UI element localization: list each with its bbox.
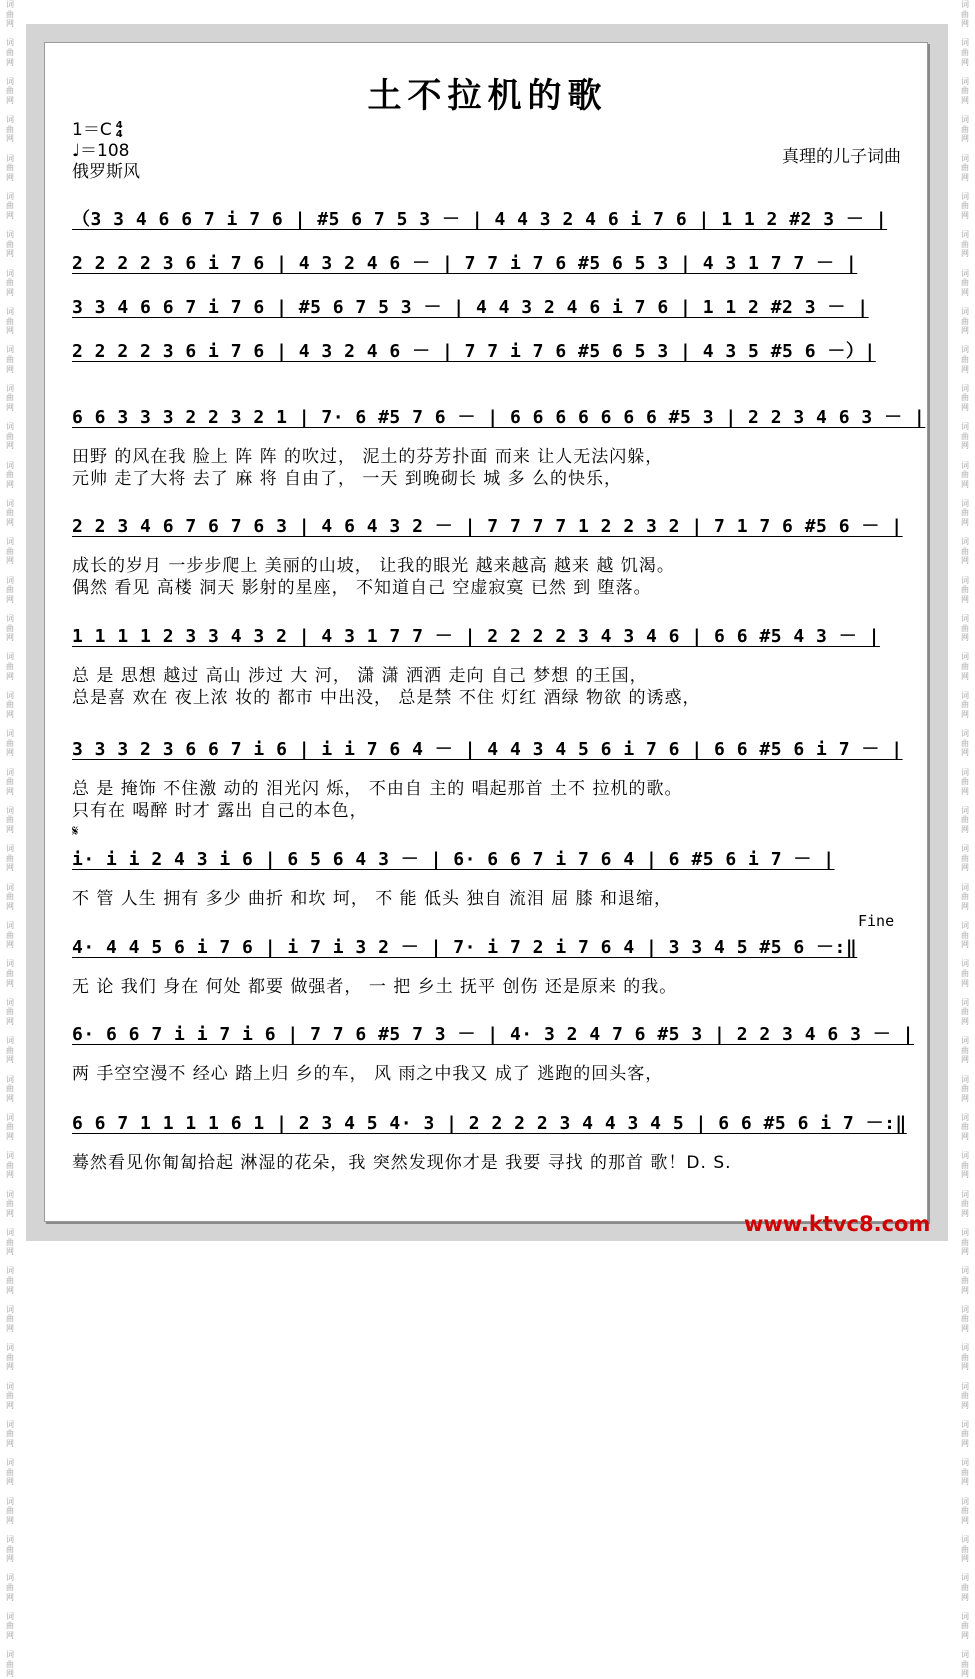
lyric-line: 总 是 思想 越过 高山 涉过 大 河， 潇 潇 洒洒 走向 自己 梦想 的王国， (72, 666, 648, 686)
style-marking: 俄罗斯风 (72, 162, 140, 182)
notation-line: 6· 6 6 7 i i 7 i 6 | 7 7 6 #5 7 3 － | 4· 3 2 4 7 6 #5 3 | 2 2 3 4 6 3 － | (72, 1024, 914, 1045)
lyric-line: 蓦然看见你匍匐拾起 淋湿的花朵，我 突然发现你才是 我要 寻找 的那首 歌！D. S. (72, 1153, 732, 1173)
song-title: 土不拉机的歌 (367, 76, 608, 116)
lyric-line: 不 管 人生 拥有 多少 曲折 和坎 坷， 不 能 低头 独自 流泪 屈 膝 和退缩， (72, 889, 673, 909)
fine-marking: Fine (858, 912, 895, 930)
lyric-line: 两 手空空漫不 经心 踏上归 乡的车， 风 雨之中我又 成了 逃跑的回头客， (72, 1064, 664, 1084)
lyric-line: 无 论 我们 身在 何处 都要 做强者， 一 把 乡土 抚平 创伤 还是原来 的我。 (72, 977, 678, 997)
notation-line: 2 2 3 4 6 7 6 7 6 3 | 4 6 4 3 2 － | 7 7 7 7 1 2 2 3 2 | 7 1 7 6 #5 6 － | (72, 516, 903, 537)
notation-line: i· i i 2 4 3 i 6 | 6 5 6 4 3 － | 6· 6 6 7 i 7 6 4 | 6 #5 6 i 7 － | (72, 849, 835, 870)
lyric-line: 总是喜 欢在 夜上浓 妆的 都市 中出没， 总是禁 不住 灯红 酒绿 物欲 的诱惑， (72, 688, 701, 708)
lyric-line: 只有在 喝醉 时才 露出 自己的本色， (72, 801, 368, 821)
notation-line: （3 3 4 6 6 7 i 7 6 | #5 6 7 5 3 － | 4 4 3 2 4 6 i 7 6 | 1 1 2 #2 3 － | (72, 209, 888, 230)
right-watermark-strip: 词 曲 网 词 曲 网 词 曲 网 词 曲 网 词 曲 网 词 曲 网 词 曲 网 词 曲 网 词 曲 网 词 曲 网 词 曲 网 词 曲 网 词 曲 网 词 曲 网 词 曲 网 词 曲 网 词 曲 网 词 曲 网 词 曲 网 词 曲 网 词 曲 网 词 曲 网 词 曲 网 词 曲 网 词 曲 网 词 曲 网 词 曲 网 词 曲 网 词 曲 网 词 曲 网 词 曲 网 词 曲 网 词 曲 网 词 曲 网 词 曲 网 词 曲 网 词 曲 网 词 曲 网 词 曲 网 词 曲 网 词 曲 网 词 曲 网 词 曲 网 词 曲 网 (961, 0, 969, 1679)
lyric-line: 总 是 掩饰 不住激 动的 泪光闪 烁， 不由自 主的 唱起那首 土不 拉机的歌。 (72, 779, 683, 799)
lyric-line: 元帅 走了大将 去了 麻 将 自由了， 一天 到晚砌长 城 多 么的快乐， (72, 469, 623, 489)
notation-line: 1 1 1 1 2 3 3 4 3 2 | 4 3 1 7 7 － | 2 2 2 2 3 4 3 4 6 | 6 6 #5 4 3 － | (72, 626, 880, 647)
tempo-marking: ♩＝108 (72, 141, 130, 161)
author-credit: 真理的儿子词曲 (782, 147, 901, 167)
key-signature: 1＝C (72, 120, 112, 140)
lyric-line: 偶然 看见 高楼 洞天 影射的星座， 不知道自己 空虚寂寞 已然 到 堕落。 (72, 578, 652, 598)
notation-line: 3 3 3 2 3 6 6 7 i 6 | i i 7 6 4 － | 4 4 3 4 5 6 i 7 6 | 6 6 #5 6 i 7 － | (72, 739, 903, 760)
site-watermark: www.ktvc8.com (744, 1212, 931, 1236)
lyric-line: 田野 的风在我 脸上 阵 阵 的吹过， 泥土的芬芳扑面 而来 让人无法闪躲， (72, 447, 664, 467)
lyric-line: 成长的岁月 一步步爬上 美丽的山坡， 让我的眼光 越来越高 越来 越 饥渴。 (72, 556, 675, 576)
score-meta (72, 120, 140, 183)
notation-line: 2 2 2 2 3 6 i 7 6 | 4 3 2 4 6 － | 7 7 i 7 6 #5 6 5 3 | 4 3 1 7 7 － | (72, 253, 858, 274)
notation-line: 6 6 3 3 3 2 2 3 2 1 | 7· 6 #5 7 6 － | 6 6 6 6 6 6 6 #5 3 | 2 2 3 4 6 3 － | (72, 407, 926, 428)
notation-line: 6 6 7 1 1 1 1 6 1 | 2 3 4 5 4· 3 | 2 2 2 2 3 4 4 3 4 5 | 6 6 #5 6 i 7 －:‖ (72, 1113, 907, 1134)
segno-sign: 𝄋 (72, 822, 79, 840)
notation-line: 3 3 4 6 6 7 i 7 6 | #5 6 7 5 3 － | 4 4 3 2 4 6 i 7 6 | 1 1 2 #2 3 － | (72, 297, 869, 318)
left-watermark-strip: 词 曲 网 词 曲 网 词 曲 网 词 曲 网 词 曲 网 词 曲 网 词 曲 网 词 曲 网 词 曲 网 词 曲 网 词 曲 网 词 曲 网 词 曲 网 词 曲 网 词 曲 网 词 曲 网 词 曲 网 词 曲 网 词 曲 网 词 曲 网 词 曲 网 词 曲 网 词 曲 网 词 曲 网 词 曲 网 词 曲 网 词 曲 网 词 曲 网 词 曲 网 词 曲 网 词 曲 网 词 曲 网 词 曲 网 词 曲 网 词 曲 网 词 曲 网 词 曲 网 词 曲 网 词 曲 网 词 曲 网 词 曲 网 词 曲 网 词 曲 网 词 曲 网 (6, 0, 14, 1679)
time-signature: 4 4 (115, 120, 123, 140)
notation-line: 4· 4 4 5 6 i 7 6 | i 7 i 3 2 － | 7· i 7 2 i 7 6 4 | 3 3 4 5 #5 6 －:‖ (72, 937, 858, 958)
notation-line: 2 2 2 2 3 6 i 7 6 | 4 3 2 4 6 － | 7 7 i 7 6 #5 6 5 3 | 4 3 5 #5 6 －）| (72, 341, 876, 362)
